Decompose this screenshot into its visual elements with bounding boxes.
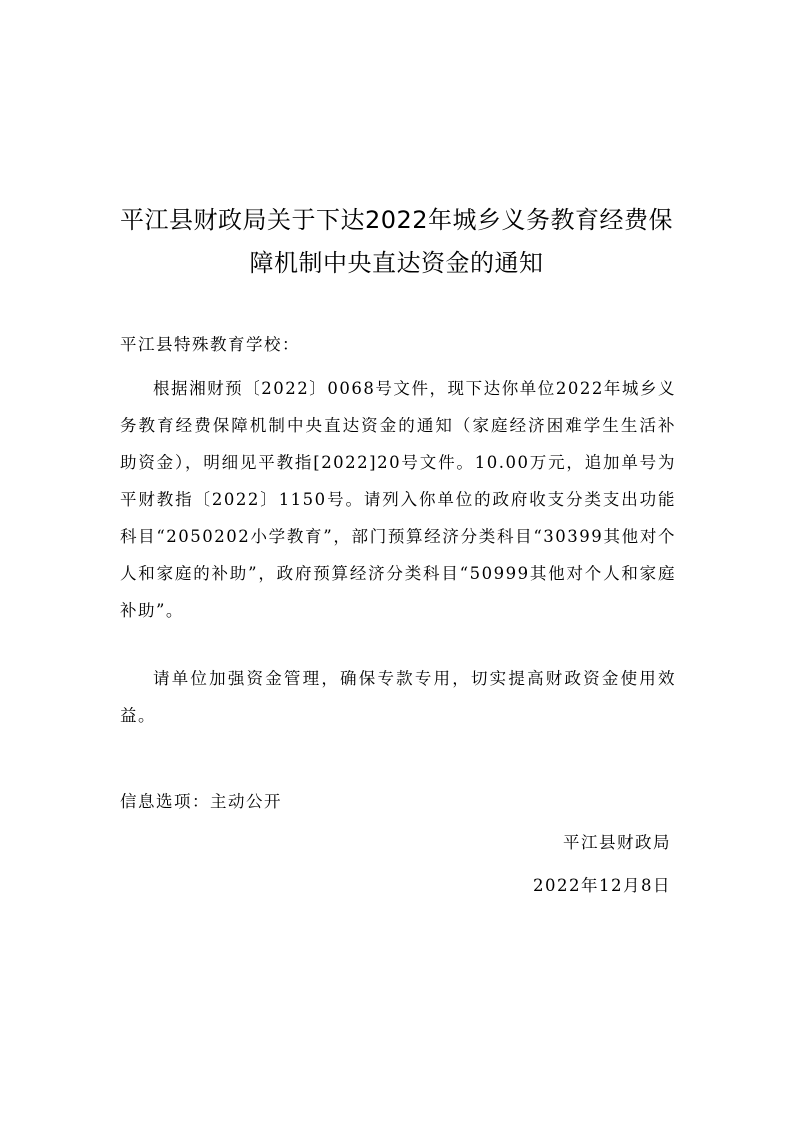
body-paragraph-2: 请单位加强资金管理，确保专款专用，切实提高财政资金使用效益。 <box>120 669 676 725</box>
issue-date: 2022年12月8日 <box>533 876 671 895</box>
issuer-signature: 平江县财政局 <box>563 833 671 852</box>
info-option: 信息选项：主动公开 <box>120 792 282 811</box>
salutation: 平江县特殊教育学校： <box>120 335 300 354</box>
body-paragraph-1: 根据湘财预〔2022〕0068号文件，现下达你单位2022年城乡义务教育经费保障机制中央直达资金的通知（家庭经济困难学生生活补助资金），明细见平教指[2022]20号文件。10.00万元，追加单号为平财教指〔2022〕1150号。请列入你单位的政府收支分类支出功能科目“2050202小学教育”，部门预算经济分类科目“30399其他对个人和家庭的补助”，政府预算经济分类科目“50999其他对个人和家庭补助”。 <box>120 379 676 620</box>
document-title-line-2: 障机制中央直达资金的通知 <box>249 249 544 277</box>
document-title-line-1: 平江县财政局关于下达2022年城乡义务教育经费保 <box>119 206 674 234</box>
